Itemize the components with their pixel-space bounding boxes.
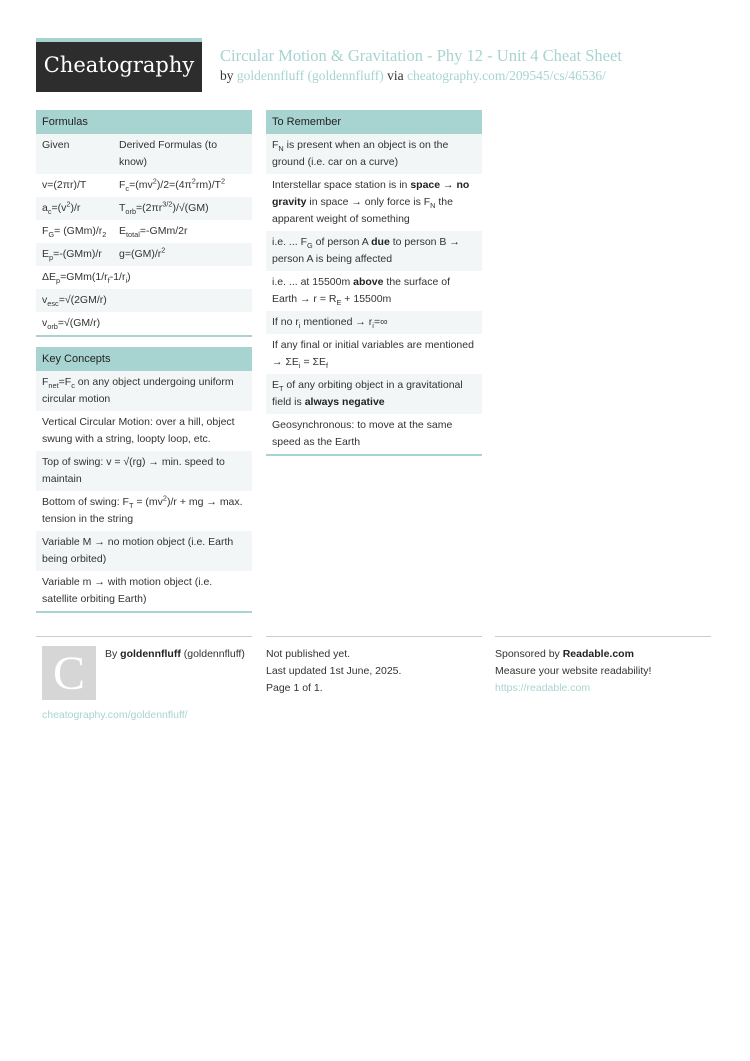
last-updated: Last updated 1st June, 2025.: [266, 665, 402, 677]
byline: by goldennfluff (goldennfluff) via cheatography.com/209545/cs/46536/: [220, 68, 606, 83]
sponsor-tagline: Measure your website readability!: [495, 665, 652, 677]
sponsor-link[interactable]: https://readable.com: [495, 682, 591, 694]
concept-row: $F_{net}=F_c$ on any object undergoing uniform circular motion: [36, 371, 252, 411]
remember-row: Interstellar space station is in space → no gravity in space → only force is $F_N$ the apparent weight of something: [272, 179, 470, 225]
footer-author-name[interactable]: goldennfluff: [120, 648, 181, 660]
published-status: Not published yet.: [266, 648, 351, 660]
remember-row: $F_N$ is present when an object is on the ground (i.e. car on a curve): [266, 134, 482, 174]
formula-row: v=(2πr)/T $F_c=(mv^2)/2=(4\pi^2rm)/T^2$: [42, 176, 226, 194]
page-count: Page 1 of 1.: [266, 682, 323, 694]
logo-text: Cheatography: [43, 53, 195, 77]
footer-author: C By goldennfluff (goldennfluff) cheatography.com/goldennfluff/: [36, 636, 252, 706]
concept-row: Variable M → no motion object (i.e. Earth being orbited): [36, 531, 252, 571]
remember-row: If no $r_i$ mentioned → $r_i=\infty$: [266, 311, 482, 334]
formula-row: $E_p=-(GMm)/r$ $g=(GM)/r^2$: [36, 243, 252, 266]
remember-row: $E_T$ of any orbiting object in a gravitational field is always negative: [266, 374, 482, 414]
concept-row: Top of swing: v = √(rg) → min. speed to maintain: [36, 451, 252, 491]
profile-link[interactable]: cheatography.com/goldennfluff/: [42, 709, 188, 721]
formula-row-wide: $v_{orb}=√(GM/r)$: [42, 317, 101, 332]
formulas-heading: Formulas: [36, 110, 252, 134]
formula-row-wide: $v_{esc}=√(2GM/r)$: [36, 289, 252, 312]
to-remember-heading: To Remember: [266, 110, 482, 134]
key-concepts-box: [36, 347, 252, 613]
title-block: [220, 46, 720, 84]
concept-row: Variable m → with motion object (i.e. satellite orbiting Earth): [42, 576, 213, 605]
footer-sponsor: Sponsored by Readable.com Measure your website readability! https://readable.com: [495, 636, 711, 697]
formula-row: $a_c=(v^2)/r$ $T_{orb}=(2\pi r^{3/2})/√(GM)$: [36, 197, 252, 220]
formulas-box: [36, 110, 252, 337]
sheet-url-link[interactable]: cheatography.com/209545/cs/46536/: [406, 68, 606, 83]
key-concepts-heading: Key Concepts: [36, 347, 252, 371]
remember-row: If any final or initial variables are mentioned → $\Sigma E_i = \Sigma E_f$: [272, 339, 474, 371]
cheatography-logo[interactable]: [36, 38, 202, 92]
remember-row: Geosynchronous: to move at the same speed as the Earth: [272, 419, 453, 448]
column-middle: [266, 110, 482, 466]
formulas-header-row: Given Derived Formulas (to know): [36, 134, 252, 174]
formula-row-wide: $\Delta E_p=GMm(1/r_f-1/r_i)$: [42, 271, 131, 286]
column-left: [36, 110, 252, 623]
avatar: C: [42, 646, 96, 700]
footer-status: [266, 636, 482, 697]
concept-row: Vertical Circular Motion: over a hill, object swung with a string, loopty loop, etc.: [42, 416, 235, 445]
sponsor-name[interactable]: Readable.com: [562, 648, 634, 660]
to-remember-box: [266, 110, 482, 456]
sheet-title: Circular Motion & Gravitation - Phy 12 - Unit 4 Cheat Sheet: [220, 46, 622, 65]
author-link[interactable]: goldennfluff (goldennfluff): [236, 68, 384, 83]
remember-row: i.e. ... $F_G$ of person A due to person B → person A is being affected: [266, 231, 482, 271]
concept-row: Bottom of swing: $F_T = (mv^2)/r$ + mg → max. tension in the string: [42, 493, 243, 525]
remember-row: i.e. ... at 15500m above the surface of Earth → $r = R_E + 15500m$: [272, 276, 451, 308]
formula-row: $F_G= (GMm)/r_2$ $E_{total}=-GMm/2r$: [42, 225, 188, 240]
logo-accent-bar: [36, 38, 202, 42]
